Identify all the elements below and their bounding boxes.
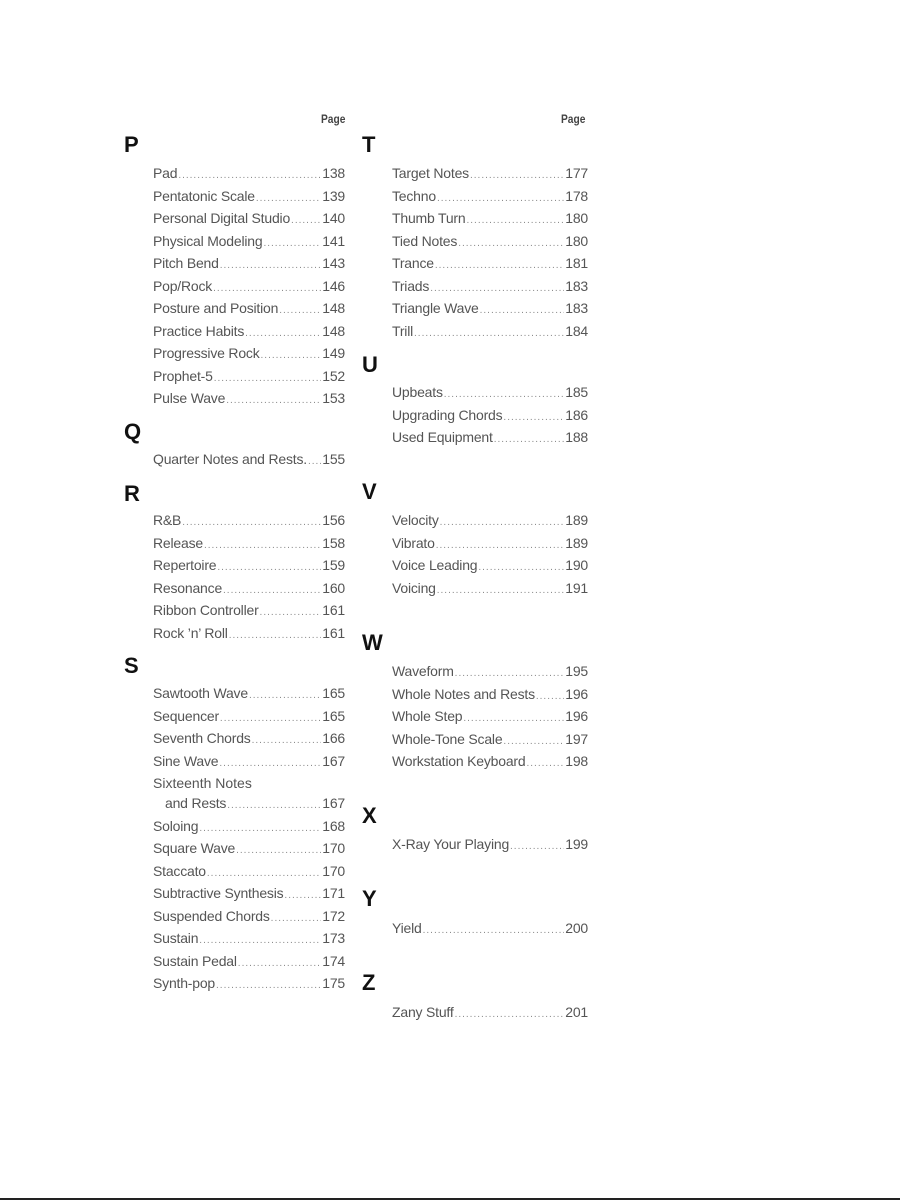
index-entry-name: Suspended Chords — [153, 907, 270, 924]
index-entry-name: Trill — [392, 322, 414, 339]
dot-leader — [217, 559, 321, 576]
index-entry-page: 149 — [322, 345, 345, 361]
index-entry-name: Release — [153, 534, 203, 551]
index-entry-page: 167 — [322, 752, 345, 769]
index-entry-page: 177 — [565, 165, 588, 181]
index-entry-page: 195 — [565, 663, 588, 679]
index-entry-name: R&B — [153, 512, 182, 528]
index-entry-page: 196 — [565, 685, 588, 702]
page-label-left: Page — [321, 112, 346, 126]
index-entry — [392, 836, 588, 855]
index-entry-page: 201 — [565, 1004, 588, 1020]
dot-leader — [216, 977, 321, 994]
page-label-right: Page — [561, 112, 586, 126]
index-entry-name: Techno — [392, 187, 436, 204]
index-entry-page: 165 — [322, 685, 345, 701]
index-entry — [153, 233, 345, 252]
dot-leader — [437, 582, 564, 599]
index-entry — [392, 255, 588, 274]
index-entry — [153, 975, 345, 994]
index-entry — [392, 278, 588, 297]
index-entry-name: Whole Step — [392, 708, 463, 724]
index-entry-page: 200 — [565, 920, 588, 936]
index-entry-page: 148 — [322, 322, 345, 339]
dot-leader — [494, 431, 565, 448]
dot-leader — [219, 755, 321, 772]
index-entry-page: 139 — [322, 187, 345, 204]
index-entry — [392, 663, 588, 682]
dot-leader — [220, 257, 322, 274]
index-entry — [153, 580, 345, 599]
index-entry-page: 175 — [322, 975, 345, 991]
index-entry — [392, 429, 588, 448]
index-entry — [392, 920, 588, 939]
index-entry — [392, 384, 588, 403]
index-entry-page: 178 — [565, 187, 588, 204]
index-entry — [153, 602, 345, 621]
index-entry-page: 156 — [322, 512, 345, 528]
index-entry — [153, 323, 345, 342]
index-entry — [153, 863, 345, 882]
index-entry-name: Tied Notes — [392, 232, 458, 249]
dot-leader — [291, 212, 321, 229]
index-entry — [153, 818, 345, 837]
index-entry — [392, 708, 588, 727]
index-entry — [153, 188, 345, 207]
dot-leader — [526, 755, 564, 772]
index-entry-name: Upbeats — [392, 384, 443, 400]
index-entry-page: 138 — [322, 165, 345, 181]
index-entry-page: 180 — [565, 232, 588, 249]
index-entry-name: Velocity — [392, 512, 439, 528]
dot-leader — [284, 887, 321, 904]
section-letter: S — [124, 653, 139, 678]
dot-leader — [207, 865, 321, 882]
index-entry-name: Repertoire — [153, 557, 217, 573]
dot-leader — [503, 733, 564, 750]
index-entry-name: Workstation Keyboard — [392, 753, 526, 769]
dot-leader — [199, 932, 321, 949]
dot-leader — [256, 190, 321, 207]
index-entry-page: 196 — [565, 708, 588, 724]
index-entry-page: 146 — [322, 277, 345, 294]
dot-leader — [430, 280, 564, 297]
index-entry — [392, 512, 588, 531]
index-entry-page: 170 — [322, 840, 345, 856]
index-entry-name: Target Notes — [392, 165, 469, 181]
index-entry-page: 191 — [565, 579, 588, 596]
index-entry — [392, 753, 588, 772]
dot-leader — [414, 325, 564, 342]
index-entry — [153, 685, 345, 704]
index-entry-page: 140 — [322, 210, 345, 226]
index-entry-name: Voicing — [392, 579, 436, 596]
dot-leader — [455, 1006, 565, 1023]
section-letter: Y — [362, 886, 377, 911]
index-entry-name: X-Ray Your Playing — [392, 836, 510, 852]
dot-leader — [260, 604, 322, 621]
index-entry-page: 183 — [565, 300, 588, 316]
index-entry-page: 153 — [322, 390, 345, 406]
index-entry-page: 159 — [322, 557, 345, 573]
index-entry-name: Whole Notes and Rests — [392, 685, 535, 702]
index-entry-page: 165 — [322, 707, 345, 724]
dot-leader — [214, 370, 322, 387]
index-entry-page: 158 — [322, 534, 345, 551]
index-entry-name: Sustain Pedal — [153, 952, 237, 969]
index-entry-name: Sine Wave — [153, 752, 219, 769]
index-entry-name: Personal Digital Studio — [153, 210, 291, 226]
index-entry-name: Sequencer — [153, 707, 219, 724]
index-entry — [392, 188, 588, 207]
index-entry — [392, 731, 588, 750]
index-entry-name: Resonance — [153, 579, 223, 596]
index-entry — [153, 885, 345, 904]
index-entry-page: 170 — [322, 862, 345, 879]
index-entry-name: Waveform — [392, 663, 454, 679]
index-entry — [153, 557, 345, 576]
dot-leader — [213, 280, 321, 297]
index-entry — [153, 300, 345, 319]
dot-leader — [226, 392, 321, 409]
index-entry-name: Seventh Chords — [153, 730, 251, 746]
index-entry — [392, 686, 588, 705]
index-entry — [153, 278, 345, 297]
index-entry-name: Pad — [153, 165, 178, 181]
index-entry — [153, 255, 345, 274]
index-entry-name: Used Equipment — [392, 429, 493, 445]
index-entry — [153, 390, 345, 409]
dot-leader — [466, 212, 564, 229]
index-entry-name: Pop/Rock — [153, 277, 213, 294]
dot-leader — [463, 710, 564, 727]
index-entry-page: 161 — [322, 602, 345, 618]
dot-leader — [437, 190, 564, 207]
index-entry-page: 172 — [322, 907, 345, 924]
section-letter: U — [362, 352, 378, 377]
index-entry — [165, 795, 345, 814]
index-entry-page: 171 — [322, 885, 345, 901]
index-entry — [392, 407, 588, 426]
section-letter: V — [362, 479, 377, 504]
index-entry-page: 173 — [322, 930, 345, 946]
index-entry-page: 197 — [565, 730, 588, 747]
index-entry-page: 141 — [322, 232, 345, 249]
dot-leader — [238, 955, 321, 972]
index-entry — [392, 210, 588, 229]
index-entry-page: 168 — [322, 817, 345, 834]
index-entry-page: 166 — [322, 730, 345, 746]
index-entry-name: Trance — [392, 255, 434, 271]
section-letter: Q — [124, 419, 142, 444]
dot-leader — [182, 514, 321, 531]
index-entry-page: 155 — [322, 451, 345, 467]
index-entry — [392, 535, 588, 554]
section-letter: T — [362, 132, 376, 157]
index-entry — [392, 300, 588, 319]
section-letter: X — [362, 803, 377, 828]
index-entry-name: Progressive Rock — [153, 345, 260, 361]
index-entry — [153, 840, 345, 859]
index-entry-page: 180 — [565, 210, 588, 226]
index-entry-name: Upgrading Chords — [392, 406, 503, 423]
dot-leader — [458, 235, 564, 252]
index-entry-name: Sustain — [153, 930, 199, 946]
dot-leader — [308, 453, 321, 470]
index-entry-name: Vibrato — [392, 534, 435, 551]
section-letter: Z — [362, 970, 376, 995]
dot-leader — [503, 409, 564, 426]
index-entry — [153, 953, 345, 972]
index-entry — [153, 512, 345, 531]
dot-leader — [470, 167, 564, 184]
index-entry-page: 184 — [565, 322, 588, 339]
index-entry-page: 181 — [565, 255, 588, 271]
index-entry-page: 189 — [565, 534, 588, 551]
dot-leader — [435, 257, 564, 274]
dot-leader — [178, 167, 321, 184]
index-entry-name: Thumb Turn — [392, 210, 466, 226]
index-entry-name: Yield — [392, 920, 422, 936]
dot-leader — [249, 687, 321, 704]
index-entry-name: Zany Stuff — [392, 1004, 454, 1020]
index-entry-name: and Rests — [165, 795, 227, 811]
dot-leader — [510, 838, 564, 855]
index-entry-name: Whole-Tone Scale — [392, 730, 503, 747]
dot-leader — [480, 302, 565, 319]
index-entry — [392, 557, 588, 576]
index-entry — [153, 451, 345, 470]
dot-leader — [440, 514, 565, 531]
index-entry-name: Triads — [392, 277, 430, 294]
index-entry — [392, 165, 588, 184]
index-entry-name: Triangle Wave — [392, 300, 479, 316]
dot-leader — [436, 537, 565, 554]
dot-leader — [263, 235, 321, 252]
index-entry-name: Voice Leading — [392, 557, 478, 573]
index-entry-name: Synth-pop — [153, 975, 216, 991]
index-entry-page: 189 — [565, 512, 588, 528]
index-entry — [153, 368, 345, 387]
index-entry-name: Pentatonic Scale — [153, 187, 255, 204]
index-entry — [153, 625, 345, 644]
index-entry — [153, 753, 345, 772]
dot-leader — [227, 797, 321, 814]
index-entry-name: Practice Habits — [153, 322, 245, 339]
index-entry-page: 152 — [322, 367, 345, 384]
index-entry-page: 143 — [322, 255, 345, 271]
index-entry-page: 186 — [565, 406, 588, 423]
index-entry — [153, 210, 345, 229]
index-entry-page: 174 — [322, 952, 345, 969]
index-entry-page: 148 — [322, 300, 345, 316]
index-entry-name: Rock ’n’ Roll — [153, 624, 228, 641]
dot-leader — [223, 582, 321, 599]
index-entry-name: Pulse Wave — [153, 390, 226, 406]
dot-leader — [279, 302, 321, 319]
index-entry-name: Prophet-5 — [153, 367, 213, 384]
index-entry-name: Posture and Position — [153, 300, 279, 316]
index-entry-name: Soloing — [153, 817, 199, 834]
index-entry-name: Physical Modeling — [153, 232, 263, 249]
dot-leader — [423, 922, 565, 939]
index-entry-page: 199 — [565, 836, 588, 852]
dot-leader — [229, 627, 322, 644]
index-entry — [153, 730, 345, 749]
dot-leader — [536, 688, 564, 705]
dot-leader — [478, 559, 564, 576]
index-entry — [392, 580, 588, 599]
index-entry-page: 198 — [565, 753, 588, 769]
dot-leader — [261, 347, 322, 364]
index-entry-page: 188 — [565, 429, 588, 445]
section-letter: P — [124, 132, 139, 157]
dot-leader — [220, 710, 321, 727]
index-entry-page: 185 — [565, 384, 588, 400]
index-entry — [392, 1004, 588, 1023]
index-entry-name: Quarter Notes and Rests. — [153, 451, 307, 467]
index-entry — [153, 930, 345, 949]
index-entry-page: 190 — [565, 557, 588, 573]
dot-leader — [271, 910, 322, 927]
index-entry-name: Ribbon Controller — [153, 602, 259, 618]
index-entry-page: 161 — [322, 624, 345, 641]
index-entry — [153, 908, 345, 927]
index-entry — [153, 165, 345, 184]
index-entry — [153, 535, 345, 554]
index-entry-page: 183 — [565, 277, 588, 294]
section-letter: R — [124, 481, 140, 506]
index-entry-page: 160 — [322, 579, 345, 596]
dot-leader — [455, 665, 565, 682]
index-entry-name: Pitch Bend — [153, 255, 219, 271]
index-entry — [392, 233, 588, 252]
dot-leader — [236, 842, 321, 859]
index-entry — [153, 708, 345, 727]
index-entry-name: Staccato — [153, 862, 206, 879]
index-entry — [392, 323, 588, 342]
index-entry-name: Sawtooth Wave — [153, 685, 248, 701]
dot-leader — [199, 820, 321, 837]
index-entry-name: Square Wave — [153, 840, 236, 856]
index-entry-name: Sixteenth Notes — [153, 775, 252, 791]
dot-leader — [204, 537, 321, 554]
index-entry — [153, 345, 345, 364]
index-entry-name: Subtractive Synthesis — [153, 885, 284, 901]
index-entry-page: 167 — [322, 795, 345, 811]
dot-leader — [252, 732, 322, 749]
dot-leader — [245, 325, 321, 342]
dot-leader — [444, 386, 564, 403]
section-letter: W — [362, 630, 383, 655]
